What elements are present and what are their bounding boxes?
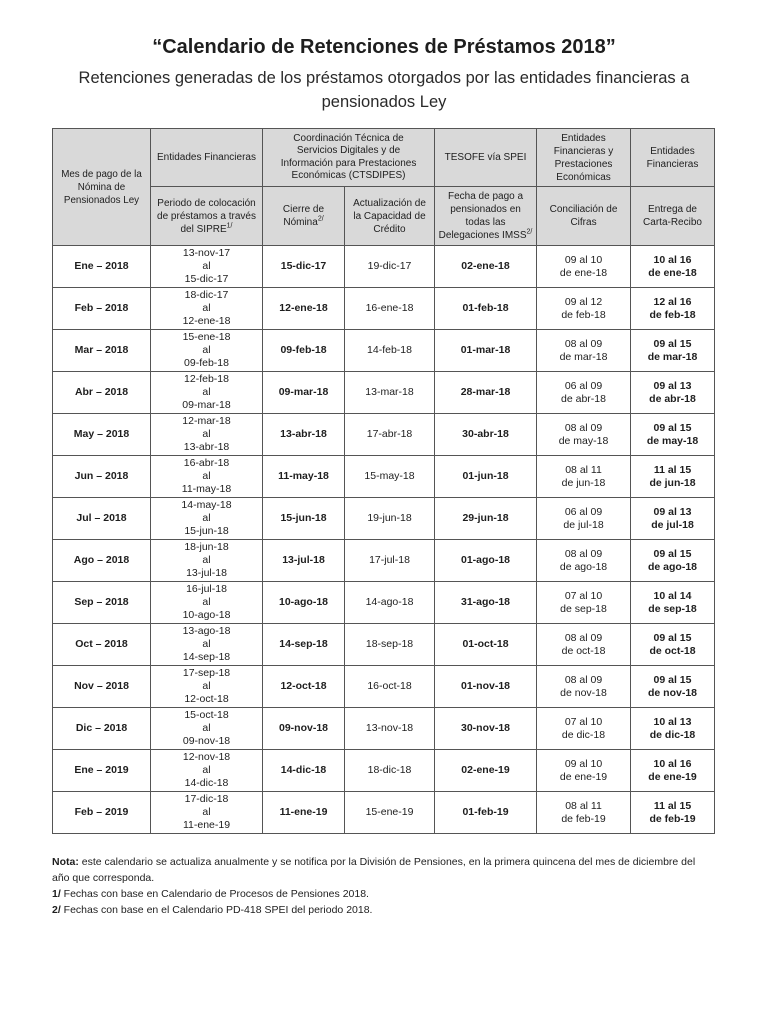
pago-cell-text: 01-feb-19	[462, 806, 509, 818]
periodo-cell-text: 09-nov-18	[182, 735, 231, 747]
conciliacion-cell	[537, 750, 631, 792]
conciliacion-cell-text: 08 al 11	[565, 463, 602, 476]
conciliacion-cell-text: de may-18	[558, 434, 609, 447]
table-row	[53, 414, 715, 456]
periodo-cell	[151, 624, 263, 666]
month-cell	[53, 582, 151, 624]
cierre-cell	[263, 414, 345, 456]
cierre-cell	[263, 750, 345, 792]
actualizacion-cell-text: 17-abr-18	[366, 428, 413, 440]
pago-cell-text: 02-ene-18	[461, 260, 510, 272]
conciliacion-cell-text: 09 al 10	[564, 253, 603, 266]
periodo-cell-text: al	[202, 428, 211, 440]
cierre-cell	[263, 708, 345, 750]
pago-cell	[435, 540, 537, 582]
table-body	[53, 246, 715, 834]
entrega-cell	[631, 750, 715, 792]
periodo-cell-text: 15-oct-18	[184, 709, 229, 721]
actualizacion-cell	[345, 330, 435, 372]
entrega-cell-text: 10 al 13	[653, 715, 692, 728]
entrega-cell-text: 12 al 16	[653, 295, 692, 308]
actualizacion-cell	[345, 456, 435, 498]
conciliacion-cell-text: 08 al 09	[564, 337, 603, 350]
month-cell-text: Abr – 2018	[74, 386, 129, 398]
entrega-cell-text: de ago-18	[648, 560, 698, 573]
pago-cell-text: 29-jun-18	[462, 512, 509, 524]
header-tesofe: TESOFE vía SPEI	[435, 129, 537, 187]
conciliacion-cell-text: 08 al 09	[564, 631, 603, 644]
periodo-cell	[151, 708, 263, 750]
entrega-cell	[631, 792, 715, 834]
pago-cell	[435, 246, 537, 288]
conciliacion-cell-text: de oct-18	[561, 644, 606, 657]
periodo-cell-text: 13-abr-18	[183, 441, 230, 453]
month-cell-text: Jul – 2018	[76, 512, 127, 524]
actualizacion-cell	[345, 288, 435, 330]
cierre-cell-text: 09-mar-18	[278, 386, 329, 398]
header-fecha-pago	[435, 187, 537, 246]
conciliacion-cell-text: 07 al 10	[564, 589, 603, 602]
pago-cell-text: 01-feb-18	[462, 302, 509, 314]
actualizacion-cell	[345, 666, 435, 708]
conciliacion-cell	[537, 330, 631, 372]
actualizacion-cell-text: 13-nov-18	[365, 722, 414, 734]
actualizacion-cell-text: 13-mar-18	[365, 386, 414, 398]
periodo-cell-text: 09-mar-18	[182, 399, 231, 411]
periodo-cell-text: 13-jul-18	[186, 567, 227, 579]
entrega-cell-text: 10 al 16	[653, 757, 692, 770]
pago-cell	[435, 750, 537, 792]
table-row	[53, 582, 715, 624]
periodo-cell	[151, 750, 263, 792]
month-cell-text: Ene – 2019	[74, 764, 129, 776]
conciliacion-cell-text: de feb-19	[561, 812, 606, 825]
periodo-cell-text: 12-oct-18	[184, 693, 229, 705]
actualizacion-cell	[345, 246, 435, 288]
table-row	[53, 540, 715, 582]
month-cell-text: Mar – 2018	[74, 344, 129, 356]
entrega-cell-text: 10 al 14	[653, 589, 692, 602]
table-row	[53, 288, 715, 330]
conciliacion-cell	[537, 246, 631, 288]
periodo-cell-text: al	[202, 512, 211, 524]
periodo-cell-text: al	[202, 302, 211, 314]
note-text: este calendario se actualiza anualmente y se notifica por la División de Pensiones, en la primera quincena del mes de diciembre del año que corresponda.	[52, 856, 696, 884]
footnote-2	[52, 902, 714, 918]
actualizacion-cell-text: 19-jun-18	[367, 512, 412, 524]
actualizacion-cell-text: 14-feb-18	[367, 344, 412, 356]
periodo-cell-text: 12-nov-18	[182, 751, 231, 763]
periodo-cell-text: 15-jun-18	[184, 525, 229, 537]
conciliacion-cell-text: 08 al 09	[564, 673, 603, 686]
entrega-cell-text: de oct-18	[649, 644, 696, 657]
cierre-cell-text: 13-jul-18	[282, 554, 325, 566]
retention-calendar-table	[52, 128, 715, 834]
header-periodo-sup: 1/	[226, 222, 233, 230]
conciliacion-cell-text: 06 al 09	[564, 379, 603, 392]
actualizacion-cell-text: 15-may-18	[364, 470, 415, 482]
periodo-cell	[151, 372, 263, 414]
conciliacion-cell-text: de mar-18	[559, 350, 608, 363]
actualizacion-cell	[345, 708, 435, 750]
cierre-cell-text: 09-nov-18	[278, 722, 329, 734]
header-mes: Mes de pago de la Nómina de Pensionados Ley	[53, 129, 151, 246]
pago-cell	[435, 456, 537, 498]
actualizacion-cell-text: 17-jul-18	[369, 554, 410, 566]
cierre-cell-text: 09-feb-18	[280, 344, 327, 356]
cierre-cell	[263, 288, 345, 330]
entrega-cell-text: de jun-18	[649, 476, 696, 489]
month-cell-text: Ago – 2018	[73, 554, 130, 566]
header-actualizacion: Actualización de la Capacidad de Crédito	[345, 187, 435, 246]
pago-cell-text: 01-jun-18	[462, 470, 509, 482]
entrega-cell	[631, 372, 715, 414]
cierre-cell-text: 14-dic-18	[280, 764, 327, 776]
month-cell-text: Nov – 2018	[74, 680, 129, 692]
periodo-cell-text: 14-sep-18	[182, 651, 231, 663]
conciliacion-cell-text: 08 al 11	[565, 799, 602, 812]
periodo-cell-text: al	[202, 470, 211, 482]
entrega-cell-text: de mar-18	[647, 350, 698, 363]
periodo-cell-text: 13-ago-18	[182, 625, 231, 637]
month-cell	[53, 288, 151, 330]
table-row	[53, 792, 715, 834]
header-entrega: Entrega de Carta-Recibo	[631, 187, 715, 246]
document-title: “Calendario de Retenciones de Préstamos 2018”	[152, 36, 616, 58]
cierre-cell	[263, 540, 345, 582]
month-cell	[53, 246, 151, 288]
entrega-cell	[631, 708, 715, 750]
entrega-cell	[631, 456, 715, 498]
periodo-cell-text: 14-may-18	[181, 499, 232, 511]
periodo-cell-text: 18-dic-17	[184, 289, 229, 301]
table-row	[53, 624, 715, 666]
header-conciliacion: Conciliación de Cifras	[537, 187, 631, 246]
actualizacion-cell-text: 19-dic-17	[367, 260, 412, 272]
note-label: Nota:	[52, 856, 79, 868]
entrega-cell-text: de abr-18	[649, 392, 696, 405]
pago-cell-text: 02-ene-19	[461, 764, 510, 776]
table-row	[53, 372, 715, 414]
actualizacion-cell	[345, 750, 435, 792]
month-cell-text: Jun – 2018	[74, 470, 129, 482]
pago-cell-text: 01-oct-18	[462, 638, 509, 650]
header-ctsdipes: Coordinación Técnica de Servicios Digitales y de Información para Prestaciones Económicas (CTSDIPES)	[263, 129, 435, 187]
periodo-cell-text: al	[202, 554, 211, 566]
periodo-cell-text: al	[202, 680, 211, 692]
table-row	[53, 750, 715, 792]
actualizacion-cell-text: 14-ago-18	[365, 596, 414, 608]
entrega-cell	[631, 540, 715, 582]
cierre-cell	[263, 624, 345, 666]
entrega-cell-text: de feb-18	[649, 308, 696, 321]
periodo-cell-text: 12-feb-18	[184, 373, 229, 385]
actualizacion-cell-text: 18-dic-18	[367, 764, 412, 776]
footnote-2-label: 2/	[52, 904, 61, 916]
month-cell	[53, 750, 151, 792]
conciliacion-cell-text: 06 al 09	[564, 505, 603, 518]
conciliacion-cell	[537, 540, 631, 582]
actualizacion-cell	[345, 540, 435, 582]
cierre-cell	[263, 330, 345, 372]
conciliacion-cell	[537, 792, 631, 834]
month-cell-text: Feb – 2018	[74, 302, 129, 314]
conciliacion-cell-text: de feb-18	[561, 308, 606, 321]
pago-cell-text: 31-ago-18	[461, 596, 511, 608]
entrega-cell-text: 11 al 15	[653, 799, 692, 812]
entrega-cell-text: de ene-18	[648, 266, 697, 279]
periodo-cell	[151, 498, 263, 540]
periodo-cell	[151, 288, 263, 330]
pago-cell	[435, 414, 537, 456]
cierre-cell	[263, 372, 345, 414]
actualizacion-cell-text: 16-ene-18	[365, 302, 414, 314]
month-cell-text: Ene – 2018	[74, 260, 129, 272]
header-entidades: Entidades Financieras	[151, 129, 263, 187]
notes-section	[52, 854, 714, 918]
conciliacion-cell-text: de abr-18	[561, 392, 606, 405]
table-row	[53, 498, 715, 540]
periodo-cell-text: 15-ene-18	[182, 331, 231, 343]
entrega-cell-text: 11 al 15	[653, 463, 692, 476]
pago-cell	[435, 624, 537, 666]
conciliacion-cell	[537, 498, 631, 540]
periodo-cell-text: al	[202, 722, 211, 734]
periodo-cell	[151, 456, 263, 498]
conciliacion-cell-text: de ene-19	[559, 770, 608, 783]
month-cell	[53, 624, 151, 666]
month-cell	[53, 792, 151, 834]
cierre-cell	[263, 582, 345, 624]
actualizacion-cell	[345, 372, 435, 414]
table-row	[53, 456, 715, 498]
conciliacion-cell	[537, 708, 631, 750]
month-cell-text: Sep – 2018	[74, 596, 129, 608]
periodo-cell-text: al	[202, 260, 211, 272]
periodo-cell-text: 16-abr-18	[183, 457, 230, 469]
document-subtitle: Retenciones generadas de los préstamos otorgados por las entidades financieras a pensionados Ley	[78, 69, 690, 111]
pago-cell-text: 28-mar-18	[460, 386, 511, 398]
periodo-cell	[151, 330, 263, 372]
periodo-cell	[151, 792, 263, 834]
month-cell	[53, 540, 151, 582]
conciliacion-cell-text: 08 al 09	[564, 547, 603, 560]
conciliacion-cell-text: de ago-18	[559, 560, 608, 573]
conciliacion-cell	[537, 456, 631, 498]
header-fecha-pago-sup: 2/	[526, 228, 533, 236]
entrega-cell-text: de feb-19	[649, 812, 696, 825]
footnote-1	[52, 886, 714, 902]
entrega-cell	[631, 582, 715, 624]
entrega-cell-text: 09 al 13	[653, 505, 692, 518]
periodo-cell-text: al	[202, 344, 211, 356]
pago-cell	[435, 330, 537, 372]
periodo-cell-text: 11-ene-19	[182, 819, 231, 831]
cierre-cell	[263, 456, 345, 498]
cierre-cell-text: 11-ene-19	[279, 806, 328, 818]
pago-cell-text: 30-nov-18	[461, 722, 511, 734]
conciliacion-cell-text: de jul-18	[563, 518, 604, 531]
periodo-cell-text: al	[202, 806, 211, 818]
conciliacion-cell-text: de ene-18	[559, 266, 608, 279]
entrega-cell-text: de may-18	[646, 434, 699, 447]
pago-cell	[435, 666, 537, 708]
periodo-cell-text: 12-ene-18	[182, 315, 231, 327]
cierre-cell	[263, 792, 345, 834]
entrega-cell	[631, 624, 715, 666]
month-cell-text: May – 2018	[73, 428, 130, 440]
conciliacion-cell-text: 09 al 10	[564, 757, 603, 770]
entrega-cell-text: de ene-19	[648, 770, 697, 783]
entrega-cell	[631, 246, 715, 288]
cierre-cell-text: 10-ago-18	[278, 596, 329, 608]
pago-cell	[435, 792, 537, 834]
periodo-cell-text: 10-ago-18	[182, 609, 231, 621]
entrega-cell-text: de jul-18	[651, 518, 694, 531]
pago-cell	[435, 498, 537, 540]
cierre-cell-text: 14-sep-18	[279, 638, 328, 650]
header-ent-fin2: Entidades Financieras	[631, 129, 715, 187]
actualizacion-cell	[345, 498, 435, 540]
table-row	[53, 246, 715, 288]
cierre-cell	[263, 666, 345, 708]
periodo-cell	[151, 540, 263, 582]
entrega-cell	[631, 666, 715, 708]
entrega-cell-text: 10 al 16	[653, 253, 692, 266]
month-cell	[53, 666, 151, 708]
month-cell-text: Dic – 2018	[75, 722, 128, 734]
pago-cell	[435, 372, 537, 414]
entrega-cell-text: de nov-18	[648, 686, 698, 699]
periodo-cell-text: 12-mar-18	[182, 415, 231, 427]
conciliacion-cell	[537, 582, 631, 624]
conciliacion-cell	[537, 288, 631, 330]
footnote-1-text: Fechas con base en Calendario de Procesos de Pensiones 2018.	[60, 888, 369, 900]
conciliacion-cell-text: de nov-18	[560, 686, 607, 699]
header-cierre-sup: 2/	[317, 215, 324, 223]
periodo-cell-text: 15-dic-17	[184, 273, 229, 285]
entrega-cell-text: 09 al 15	[653, 631, 692, 644]
conciliacion-cell-text: 09 al 12	[564, 295, 603, 308]
entrega-cell-text: 09 al 15	[653, 673, 692, 686]
header-cierre	[263, 187, 345, 246]
periodo-cell-text: 16-jul-18	[186, 583, 227, 595]
conciliacion-cell-text: de sep-18	[560, 602, 607, 615]
pago-cell	[435, 582, 537, 624]
entrega-cell-text: de dic-18	[649, 728, 696, 741]
month-cell-text: Feb – 2019	[74, 806, 129, 818]
footnote-1-label: 1/	[52, 888, 61, 900]
conciliacion-cell	[537, 666, 631, 708]
month-cell	[53, 372, 151, 414]
cierre-cell	[263, 246, 345, 288]
pago-cell-text: 01-nov-18	[461, 680, 511, 692]
footnote-2-text: Fechas con base en el Calendario PD-418 SPEI del periodo 2018.	[60, 904, 373, 916]
periodo-cell-text: 11-may-18	[181, 483, 232, 495]
conciliacion-cell	[537, 372, 631, 414]
cierre-cell-text: 12-oct-18	[280, 680, 327, 692]
actualizacion-cell	[345, 414, 435, 456]
pago-cell	[435, 708, 537, 750]
actualizacion-cell-text: 15-ene-19	[365, 806, 414, 818]
cierre-cell-text: 11-may-18	[278, 470, 329, 482]
cierre-cell-text: 13-abr-18	[280, 428, 327, 440]
month-cell	[53, 456, 151, 498]
header-fecha-pago-text: Fecha de pago a pensionados en todas las Delegaciones IMSS	[438, 191, 527, 241]
cierre-cell-text: 15-dic-17	[280, 260, 327, 272]
periodo-cell-text: 09-feb-18	[184, 357, 229, 369]
conciliacion-cell	[537, 414, 631, 456]
entrega-cell-text: 09 al 15	[653, 421, 692, 434]
periodo-cell-text: 18-jun-18	[184, 541, 229, 553]
header-periodo	[151, 187, 263, 246]
periodo-cell-text: 17-dic-18	[184, 793, 229, 805]
pago-cell-text: 01-ago-18	[461, 554, 511, 566]
header-cierre-text: Cierre de Nómina	[282, 204, 325, 228]
entrega-cell-text: 09 al 15	[653, 337, 692, 350]
periodo-cell	[151, 582, 263, 624]
actualizacion-cell	[345, 624, 435, 666]
periodo-cell-text: al	[202, 638, 211, 650]
periodo-cell-text: 17-sep-18	[182, 667, 231, 679]
actualizacion-cell-text: 18-sep-18	[365, 638, 414, 650]
periodo-cell-text: al	[202, 386, 211, 398]
pago-cell-text: 01-mar-18	[460, 344, 511, 356]
entrega-cell-text: 09 al 15	[653, 547, 692, 560]
conciliacion-cell	[537, 624, 631, 666]
pago-cell-text: 30-abr-18	[462, 428, 509, 440]
actualizacion-cell	[345, 582, 435, 624]
periodo-cell-text: 13-nov-17	[182, 247, 231, 259]
conciliacion-cell-text: 08 al 09	[564, 421, 603, 434]
entrega-cell	[631, 414, 715, 456]
header-ent-fin-prest: Entidades Financieras y Prestaciones Económicas	[537, 129, 631, 187]
periodo-cell	[151, 414, 263, 456]
entrega-cell	[631, 330, 715, 372]
table-row	[53, 666, 715, 708]
table-row	[53, 330, 715, 372]
header-periodo-text: Periodo de colocación de préstamos a través del SIPRE	[157, 197, 256, 235]
entrega-cell	[631, 498, 715, 540]
month-cell	[53, 330, 151, 372]
pago-cell	[435, 288, 537, 330]
cierre-cell-text: 12-ene-18	[279, 302, 328, 314]
entrega-cell-text: de sep-18	[648, 602, 697, 615]
conciliacion-cell-text: 07 al 10	[564, 715, 603, 728]
entrega-cell	[631, 288, 715, 330]
month-cell	[53, 498, 151, 540]
actualizacion-cell-text: 16-oct-18	[367, 680, 412, 692]
periodo-cell	[151, 246, 263, 288]
periodo-cell-text: al	[202, 596, 211, 608]
month-cell-text: Oct – 2018	[75, 638, 128, 650]
note-main	[52, 854, 714, 886]
entrega-cell-text: 09 al 13	[653, 379, 692, 392]
conciliacion-cell-text: de dic-18	[561, 728, 606, 741]
periodo-cell	[151, 666, 263, 708]
month-cell	[53, 414, 151, 456]
conciliacion-cell-text: de jun-18	[561, 476, 606, 489]
periodo-cell-text: al	[202, 764, 211, 776]
month-cell	[53, 708, 151, 750]
table-row	[53, 708, 715, 750]
cierre-cell	[263, 498, 345, 540]
cierre-cell-text: 15-jun-18	[280, 512, 327, 524]
periodo-cell-text: 14-dic-18	[184, 777, 229, 789]
actualizacion-cell	[345, 792, 435, 834]
